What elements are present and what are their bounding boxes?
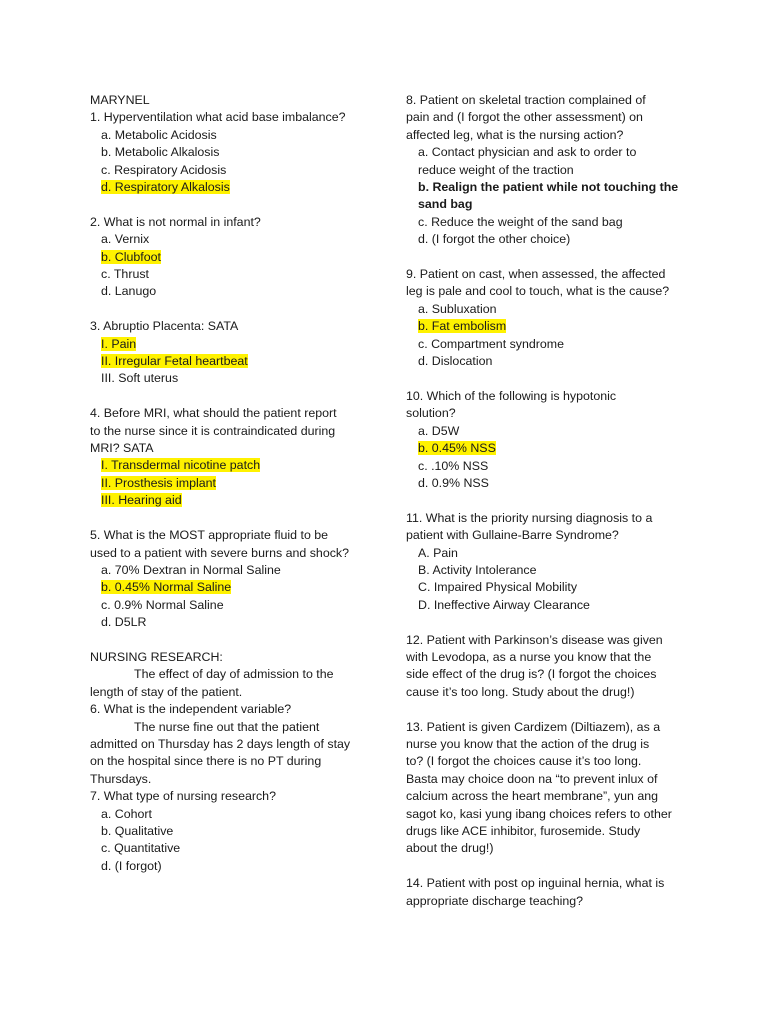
question-text: 13. Patient is given Cardizem (Diltiazem), as a — [406, 719, 661, 734]
answer-highlight: I. Transdermal nicotine patch — [101, 458, 261, 473]
document-title: MARYNEL — [90, 93, 150, 107]
answer-bold: b. Realign the patient while not touching the — [418, 180, 679, 195]
choice-a: A. Pain — [418, 545, 458, 560]
choice-c: c. Respiratory Acidosis — [101, 162, 227, 177]
answer-highlight: d. Respiratory Alkalosis — [101, 180, 230, 195]
answer-highlight: II. Prosthesis implant — [101, 475, 217, 490]
question-text: 2. What is not normal in infant? — [90, 214, 261, 229]
choice-b: b. Metabolic Alkalosis — [101, 145, 220, 160]
answer-bold-continued: sand bag — [418, 197, 473, 212]
right-column — [406, 92, 691, 910]
choice-a: a. Vernix — [101, 232, 150, 247]
choice-a: a. 70% Dextran in Normal Saline — [101, 562, 281, 577]
question-text: appropriate discharge teaching? — [406, 893, 584, 908]
choice-d: d. Lanugo — [101, 284, 157, 299]
question-11 — [406, 510, 691, 614]
question-text: 12. Patient with Parkinson’s disease was given — [406, 632, 663, 647]
choice-iii: III. Soft uterus — [101, 371, 179, 386]
choice-d: d. (I forgot) — [101, 858, 162, 873]
question-text: affected leg, what is the nursing action? — [406, 127, 624, 142]
question-text: 8. Patient on skeletal traction complained of — [406, 93, 646, 107]
answer-highlight: I. Pain — [101, 336, 137, 351]
answer-highlight: II. Irregular Fetal heartbeat — [101, 354, 248, 369]
question-text: used to a patient with severe burns and shock? — [90, 545, 349, 560]
question-text: 1. Hyperventilation what acid base imbalance? — [90, 110, 346, 125]
left-column — [90, 92, 375, 875]
question-text: 5. What is the MOST appropriate fluid to be — [90, 528, 329, 543]
question-14 — [406, 875, 691, 910]
question-text: 6. What is the independent variable? — [90, 702, 292, 717]
question-text: solution? — [406, 406, 456, 421]
answer-highlight: III. Hearing aid — [101, 493, 182, 508]
question-text: pain and (I forgot the other assessment) on — [406, 110, 643, 125]
question-text: MRI? SATA — [90, 441, 154, 456]
paragraph-text: The nurse fine out that the patient — [134, 719, 320, 734]
choice-c: c. Quantitative — [101, 841, 181, 856]
question-text: patient with Gullaine-Barre Syndrome? — [406, 528, 619, 543]
choice-c: c. .10% NSS — [418, 458, 489, 473]
choice-c: c. Thrust — [101, 267, 149, 282]
paragraph-text: length of stay of the patient. — [90, 684, 243, 699]
answer-highlight: b. Clubfoot — [101, 249, 161, 264]
question-text: sagot ko, kasi yung ibang choices refers to other — [406, 806, 672, 821]
choice-c: c. Compartment syndrome — [418, 336, 564, 351]
question-4 — [90, 405, 375, 509]
question-13 — [406, 719, 691, 858]
choice-a-continued: reduce weight of the traction — [418, 162, 574, 177]
question-text: leg is pale and cool to touch, what is the cause? — [406, 284, 670, 299]
choice-c: c. Reduce the weight of the sand bag — [418, 214, 623, 229]
question-text: 4. Before MRI, what should the patient report — [90, 406, 337, 421]
question-text: nurse you know that the action of the drug is — [406, 736, 650, 751]
choice-d: d. D5LR — [101, 615, 147, 630]
choice-d: d. Dislocation — [418, 354, 493, 369]
nursing-research-section — [90, 649, 375, 875]
answer-highlight: b. Fat embolism — [418, 319, 507, 334]
section-heading: NURSING RESEARCH: — [90, 649, 223, 664]
question-text: Basta may choice doon na “to prevent inlux of — [406, 771, 658, 786]
question-text: with Levodopa, as a nurse you know that the — [406, 649, 652, 664]
question-text: to? (I forgot the choices cause it’s too long. — [406, 754, 642, 769]
choice-b: b. Qualitative — [101, 823, 174, 838]
paragraph-text: The effect of day of admission to the — [134, 667, 334, 682]
question-text: 9. Patient on cast, when assessed, the affected — [406, 267, 666, 282]
choice-c: C. Impaired Physical Mobility — [418, 580, 578, 595]
question-text: 10. Which of the following is hypotonic — [406, 388, 617, 403]
choice-a: a. Subluxation — [418, 301, 497, 316]
question-text: 3. Abruptio Placenta: SATA — [90, 319, 239, 334]
paragraph-text: admitted on Thursday has 2 days length of stay — [90, 736, 351, 751]
question-12 — [406, 632, 691, 702]
question-10 — [406, 388, 691, 492]
choice-a: a. Cohort — [101, 806, 152, 821]
question-5 — [90, 527, 375, 631]
question-text: cause it’s too long. Study about the drug!) — [406, 684, 635, 699]
choice-d: D. Ineffective Airway Clearance — [418, 597, 590, 612]
paragraph-text: on the hospital since there is no PT during — [90, 754, 322, 769]
question-text: 7. What type of nursing research? — [90, 789, 276, 804]
choice-b: B. Activity Intolerance — [418, 562, 537, 577]
question-text: calcium across the heart membrane”, yun ang — [406, 789, 659, 804]
question-1 — [90, 109, 375, 196]
question-3 — [90, 318, 375, 388]
question-text: 11. What is the priority nursing diagnosis to a — [406, 510, 653, 525]
choice-a: a. D5W — [418, 423, 460, 438]
question-text: about the drug!) — [406, 841, 494, 856]
paragraph-text: Thursdays. — [90, 771, 152, 786]
question-9 — [406, 266, 691, 370]
choice-a: a. Contact physician and ask to order to — [418, 145, 637, 160]
question-text: 14. Patient with post op inguinal hernia, what is — [406, 876, 665, 891]
question-text: side effect of the drug is? (I forgot the choices — [406, 667, 657, 682]
answer-highlight: b. 0.45% NSS — [418, 441, 496, 456]
question-text: drugs like ACE inhibitor, furosemide. Study — [406, 823, 641, 838]
question-2 — [90, 214, 375, 301]
choice-d: d. 0.9% NSS — [418, 475, 489, 490]
choice-d: d. (I forgot the other choice) — [418, 232, 571, 247]
choice-a: a. Metabolic Acidosis — [101, 127, 217, 142]
question-8 — [406, 92, 691, 249]
choice-c: c. 0.9% Normal Saline — [101, 597, 224, 612]
question-text: to the nurse since it is contraindicated during — [90, 423, 336, 438]
answer-highlight: b. 0.45% Normal Saline — [101, 580, 232, 595]
